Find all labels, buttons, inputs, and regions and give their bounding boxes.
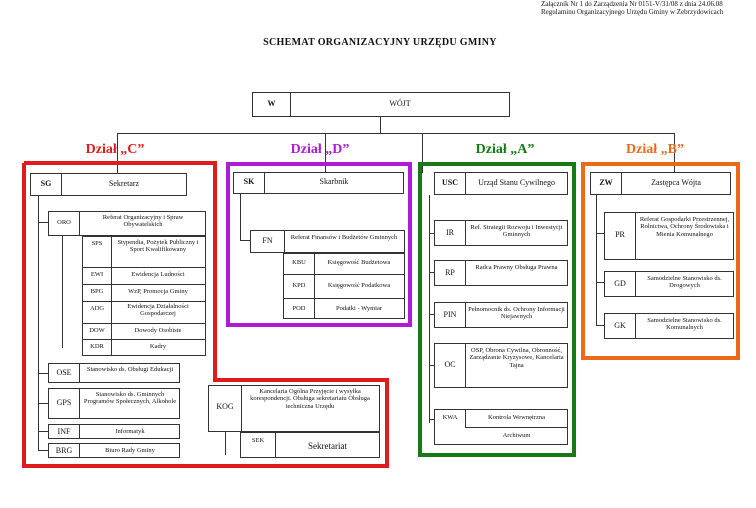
gd-name: Samodzielne Stanowisko ds. Drogowych	[647, 275, 722, 290]
rp-box	[434, 260, 568, 286]
connector	[38, 196, 39, 451]
list-item-name: Ewidencja Ludności	[131, 271, 185, 278]
kwa-name: Kontrola Wewnętrzna	[488, 414, 545, 421]
ose-name: Stanowisko ds. Obsługi Edukacji	[86, 366, 174, 373]
dept-d-label: Dział „D”	[290, 142, 350, 157]
gps-box	[48, 388, 180, 419]
list-item-code: SPS	[91, 240, 103, 247]
sek-box	[240, 432, 380, 458]
ir-box	[434, 220, 568, 246]
kog-box	[208, 385, 380, 432]
list-item-name: Ewidencja Działalności Gospodarczej	[127, 303, 189, 318]
pr-name: Referat Gospodarki Przestrzennej, Rolnictwa, Ochrony Środowiska i Mienia Komunalnego	[639, 216, 730, 238]
archive-name: Archiwum	[502, 432, 531, 439]
deputy-name: Zastępca Wójta	[651, 178, 701, 187]
gps-code: GPS	[56, 398, 72, 407]
pin-name: Pełnomocnik ds. Ochrony Informacji Niejawnych	[468, 306, 565, 321]
sek-name: Sekretariat	[308, 441, 347, 451]
oro-code: ORO	[57, 219, 71, 226]
mayor-name: WÓJT	[389, 99, 411, 108]
ose-box	[48, 363, 180, 383]
oro-name: Referat Organizacyjny i Spraw Obywatelskich	[102, 214, 184, 229]
page-title: SCHEMAT ORGANIZACYJNY URZĘDU GMINY	[263, 37, 497, 48]
usc-box	[434, 172, 568, 195]
inf-name: Informatyk	[115, 428, 145, 435]
list-item-code: KDR	[90, 343, 104, 350]
ir-name: Ref. Strategii Rozwoju i Inwestycji Gminnych	[470, 224, 563, 239]
fn-name: Referat Finansów i Budżetów Gminnych	[290, 234, 398, 241]
pin-code: PIN	[443, 310, 457, 319]
deputy-code: ZW	[599, 178, 613, 187]
rp-name: Radca Prawny Obsługa Prawna	[475, 264, 558, 271]
list-item-code: EWI	[90, 271, 104, 278]
list-item-name: WzP, Promocja Gminy	[128, 288, 188, 295]
list-item-name: Stypendia, Pożytek Publiczny i Sport Kwalifikowany	[117, 239, 199, 254]
brg-box	[48, 443, 180, 458]
list-item-code: KPD	[292, 282, 306, 289]
inf-box	[48, 424, 180, 439]
secretary-box	[30, 173, 187, 196]
treasurer-box	[233, 172, 404, 194]
usc-name: Urząd Stanu Cywilnego	[478, 178, 555, 187]
gd-box	[604, 271, 734, 297]
oc-code: OC	[444, 360, 456, 369]
fn-items	[283, 253, 405, 319]
usc-code: USC	[441, 178, 458, 187]
gps-name: Stanowisko ds. Gminnych Programów Społecznych, Alkohole	[83, 391, 177, 406]
list-item-name: Księgowość Podatkowa	[327, 282, 391, 289]
fn-box	[250, 230, 405, 253]
fn-code: FN	[262, 236, 273, 245]
inf-code: INF	[57, 427, 71, 436]
oc-box	[434, 343, 568, 388]
dept-a-label: Dział „A”	[475, 142, 535, 157]
dept-b-label: Dział „B”	[626, 142, 684, 157]
oc-name: OSP, Obrona Cywilna, Obronność, Zarządzanie Kryzysowe, Kancelaria Tajna	[469, 347, 564, 369]
kwa-box	[434, 409, 568, 445]
secretary-name: Sekretarz	[108, 179, 140, 188]
list-item-code: ADG	[89, 305, 105, 312]
gk-name: Samodzielne Stanowisko ds. Komunalnych	[647, 317, 722, 332]
list-item-name: Księgowość Budżetowa	[327, 259, 391, 266]
ose-code: OSE	[56, 368, 72, 377]
list-item-name: Kadry	[149, 343, 167, 350]
oro-box	[48, 211, 206, 236]
kwa-code: KWA	[442, 414, 458, 421]
brg-code: BRG	[55, 446, 73, 455]
deputy-box	[590, 172, 731, 195]
gd-code: GD	[614, 279, 626, 288]
attachment-note-line1: Załącznik Nr 1 do Zarządzenia Nr 0151-V/31/08 z dnia 24.06.08	[541, 0, 723, 8]
treasurer-name: Skarbnik	[319, 177, 349, 186]
pr-code: PR	[615, 230, 625, 239]
ir-code: IR	[446, 228, 454, 237]
oro-items	[82, 236, 206, 356]
list-item-name: Podatki - Wymiar	[335, 305, 383, 312]
pin-box	[434, 302, 568, 328]
list-item-code: DOW	[89, 327, 105, 334]
list-item-code: BPG	[90, 288, 104, 295]
attachment-note-line2: Regulaminu Organizacyjnego Urzędu Gminy w Zebrzydowicach	[541, 8, 724, 17]
list-item-code: KBU	[292, 259, 306, 266]
gk-box	[604, 313, 734, 339]
treasurer-code: SK	[243, 177, 255, 186]
list-item-code: POD	[292, 305, 306, 312]
dept-c-label: Dział „C”	[85, 142, 145, 157]
kog-code: KOG	[216, 402, 234, 411]
pr-box	[604, 212, 734, 260]
sek-code: SEK	[251, 437, 265, 444]
kog-name: Kancelaria Ogólna Przyjęcie i wysyłka korespondencji. Obsługa sekretariatu Obsługa techniczna Urzędu	[250, 388, 370, 410]
rp-code: RP	[445, 268, 455, 277]
gk-code: GK	[614, 321, 626, 330]
mayor-code: W	[267, 99, 276, 108]
secretary-code: SG	[40, 179, 52, 188]
list-item-name: Dowody Osobiste	[134, 327, 182, 334]
brg-name: Biuro Rady Gminy	[105, 447, 155, 454]
